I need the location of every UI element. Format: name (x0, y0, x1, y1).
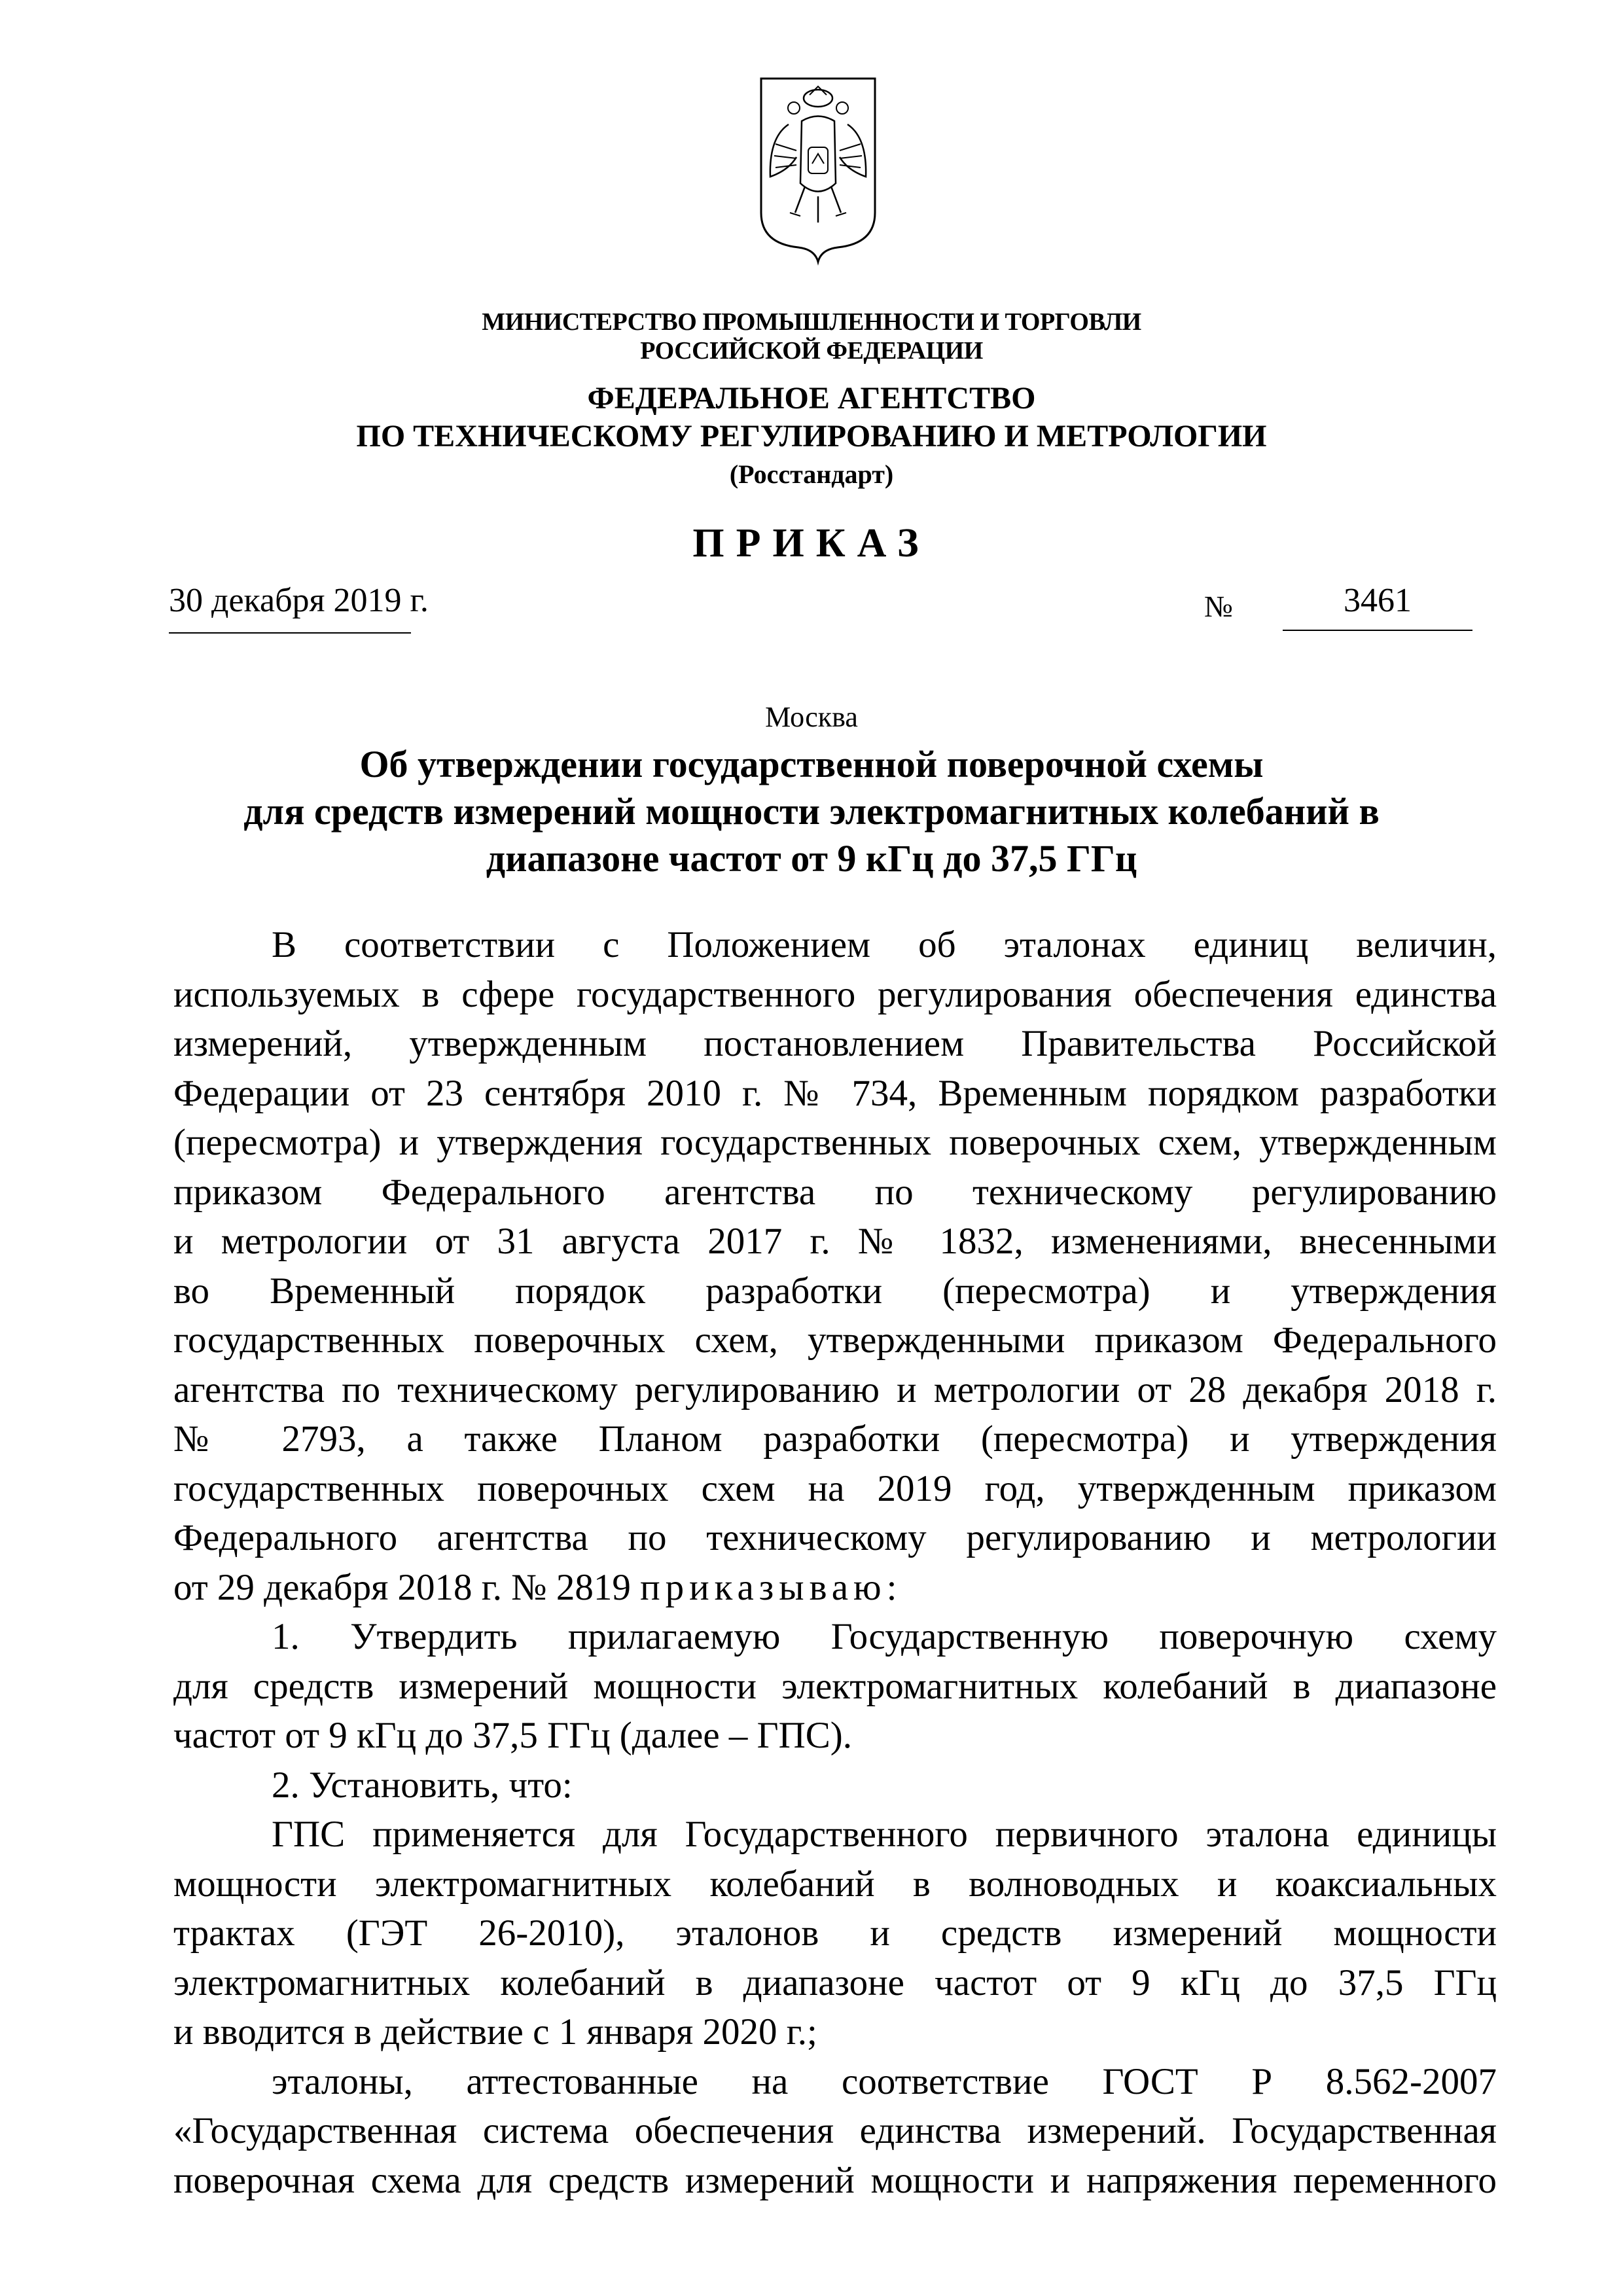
order-word: приказываю: (640, 1566, 902, 1608)
ministry-line-1: МИНИСТЕРСТВО ПРОМЫШЛЕННОСТИ И ТОРГОВЛИ (482, 308, 1141, 336)
body-line: «Государственная система обеспечения единства измерений. Государственная (173, 2110, 1497, 2151)
agency-line-1: ФЕДЕРАЛЬНОЕ АГЕНТСТВО (587, 381, 1036, 416)
body-line: эталоны, аттестованные на соответствие ГОСТ Р 8.562-2007 (272, 2060, 1497, 2102)
item-1-line: 1. Утвердить прилагаемую Государственную поверочную схему (272, 1616, 1497, 1657)
reference-text: от 29 декабря 2018 г. № 2819 (173, 1566, 641, 1608)
body-line: и вводится в действие с 1 января 2020 г.; (173, 2011, 817, 2053)
item-1-line: частот от 9 кГц до 37,5 ГГц (далее – ГПС). (173, 1715, 852, 1756)
ministry-line-2: РОССИЙСКОЙ ФЕДЕРАЦИИ (640, 337, 983, 365)
coat-of-arms-icon (749, 72, 887, 268)
body-line: (пересмотра) и утверждения государственных поверочных схем, утвержденным (173, 1122, 1497, 1163)
body-line: агентства по техническому регулированию и метрологии от 28 декабря 2018 г. (173, 1369, 1497, 1410)
document-date: 30 декабря 2019 г. (169, 582, 429, 619)
document-type: ПРИКАЗ (692, 521, 931, 565)
body-line: приказом Федерального агентства по техническому регулированию (173, 1171, 1497, 1213)
item-2: 2. Установить, что: (272, 1764, 573, 1806)
body-line (173, 1563, 1497, 1613)
body-line: используемых в сфере государственного регулирования обеспечения единства (173, 973, 1497, 1015)
body-line: ГПС применяется для Государственного первичного эталона единицы (272, 1814, 1497, 1855)
body-line: государственных поверочных схем, утвержденными приказом Федерального (173, 1319, 1497, 1361)
agency-short-name: (Росстандарт) (729, 459, 894, 489)
body-line: и метрологии от 31 августа 2017 г. № 1832, изменениями, внесенными (173, 1221, 1497, 1262)
body-line: Федерального агентства по техническому регулированию и метрологии (173, 1517, 1497, 1558)
body-line: во Временный порядок разработки (пересмотра) и утверждения (173, 1270, 1497, 1312)
body-line: Федерации от 23 сентября 2010 г. № 734, Временным порядком разработки (173, 1072, 1497, 1114)
ministry-name (0, 308, 1623, 365)
body-line: мощности электромагнитных колебаний в волноводных и коаксиальных (173, 1863, 1497, 1905)
title-line-2: для средств измерений мощности электромагнитных колебаний в (243, 790, 1380, 833)
body-line: В соответствии с Положением об эталонах единиц величин, (272, 924, 1497, 965)
body-line: государственных поверочных схем на 2019 год, утвержденным приказом (173, 1467, 1497, 1509)
date-underline (169, 632, 411, 634)
body-line: электромагнитных колебаний в диапазоне частот от 9 кГц до 37,5 ГГц (173, 1962, 1497, 2003)
item-1-line: для средств измерений мощности электромагнитных колебаний в диапазоне (173, 1665, 1497, 1707)
number-label: № (1204, 590, 1233, 623)
document-title (0, 741, 1623, 882)
body-line: измерений, утвержденным постановлением Правительства Российской (173, 1023, 1497, 1064)
number-underline (1283, 630, 1472, 631)
body-line: трактах (ГЭТ 26-2010), эталонов и средств измерений мощности (173, 1912, 1497, 1954)
title-line-1: Об утверждении государственной поверочной схемы (359, 743, 1264, 785)
city: Москва (765, 701, 858, 733)
agency-name (0, 380, 1623, 493)
agency-line-2: ПО ТЕХНИЧЕСКОМУ РЕГУЛИРОВАНИЮ И МЕТРОЛОГИИ (356, 419, 1267, 454)
document-body (173, 920, 1497, 2205)
body-line: поверочная схема для средств измерений мощности и напряжения переменного (173, 2159, 1497, 2201)
document-number: 3461 (1344, 582, 1412, 619)
body-line: № 2793, а также Планом разработки (пересмотра) и утверждения (173, 1418, 1497, 1460)
title-line-3: диапазоне частот от 9 кГц до 37,5 ГГц (486, 837, 1137, 880)
